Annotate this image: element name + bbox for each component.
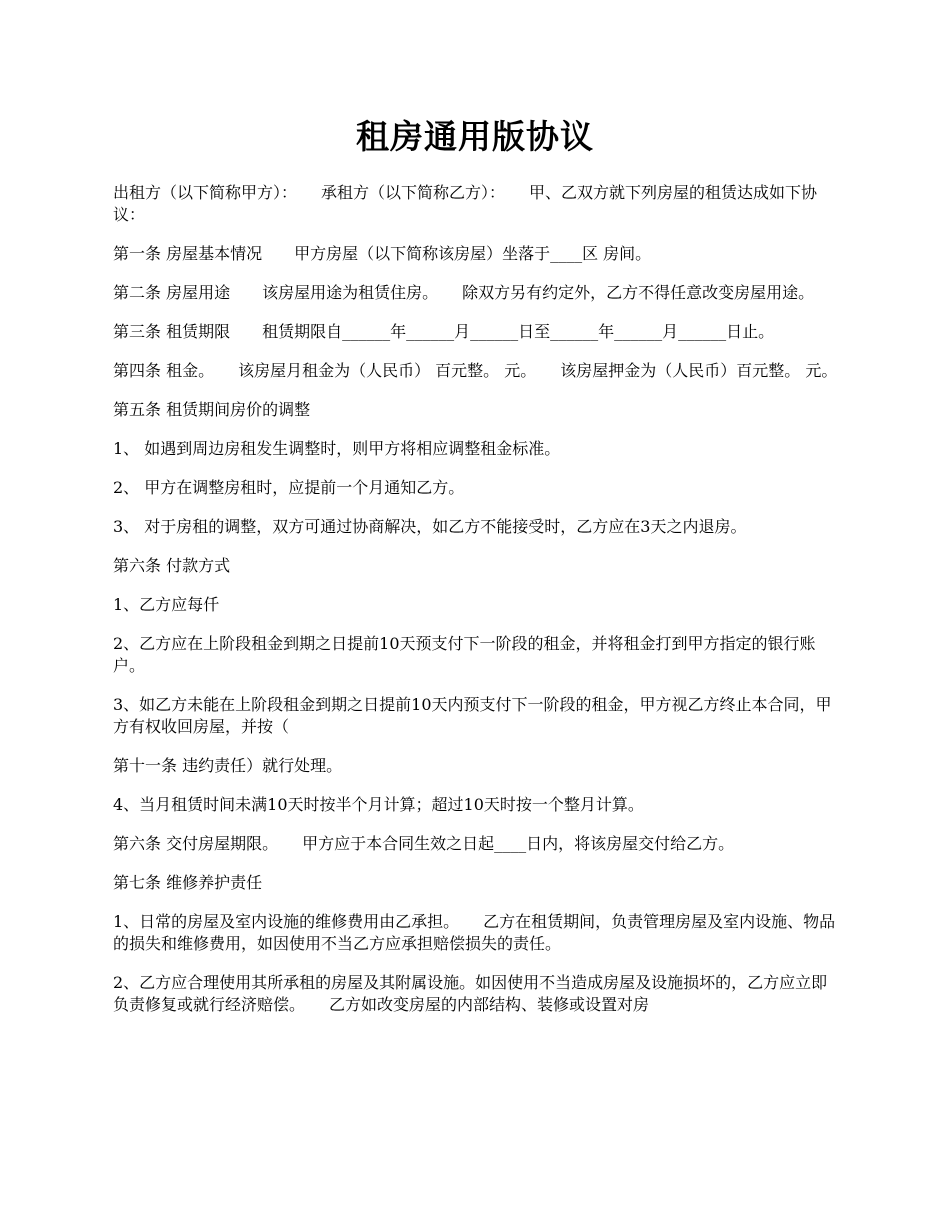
- paragraph-article-1: 第一条 房屋基本情况 甲方房屋（以下简称该房屋）坐落于____区 房间。: [113, 244, 652, 263]
- paragraph-article-5-item-1: 1、 如遇到周边房租发生调整时，则甲方将相应调整租金标准。: [113, 439, 561, 458]
- paragraph-article-3: 第三条 租赁期限 租赁期限自______年______月______日至______年______月______日止。: [113, 322, 775, 341]
- paragraph-article-7-heading: 第七条 维修养护责任: [113, 873, 263, 892]
- paragraph-article-6-item-4: 4、当月租赁时间未满10天时按半个月计算；超过10天时按一个整月计算。: [113, 795, 644, 814]
- document-title: 租房通用版协议: [356, 117, 594, 156]
- paragraph-article-11-ref: 第十一条 违约责任）就行处理。: [113, 756, 343, 775]
- paragraph-article-5-item-2: 2、 甲方在调整房租时，应提前一个月通知乙方。: [113, 478, 465, 497]
- paragraph-article-6-item-2: 2、乙方应在上阶段租金到期之日提前10天预支付下一阶段的租金，并将租金打到甲方指定的银行账户。: [113, 634, 816, 675]
- paragraph-article-6-item-1: 1、乙方应每仟: [113, 595, 220, 614]
- paragraph-article-5-heading: 第五条 租赁期间房价的调整: [113, 400, 311, 419]
- paragraph-article-7-item-2: 2、乙方应合理使用其所承租的房屋及其附属设施。如因使用不当造成房屋及设施损坏的，乙方应立即负责修复或就行经济赔偿。 乙方如改变房屋的内部结构、装修或设置对房: [113, 973, 828, 1014]
- paragraph-delivery-term: 第六条 交付房屋期限。 甲方应于本合同生效之日起____日内，将该房屋交付给乙方。: [113, 834, 735, 853]
- paragraph-article-5-item-3: 3、 对于房租的调整，双方可通过协商解决，如乙方不能接受时，乙方应在3天之内退房。: [113, 517, 747, 536]
- document-body: [113, 182, 843, 1033]
- paragraph-article-7-item-1: 1、日常的房屋及室内设施的维修费用由乙承担。 乙方在租赁期间，负责管理房屋及室内设施、物品的损失和维修费用，如因使用不当乙方应承担赔偿损失的责任。: [113, 912, 836, 953]
- paragraph-article-2: 第二条 房屋用途 该房屋用途为租赁住房。 除双方另有约定外，乙方不得任意改变房屋用途。: [113, 283, 815, 302]
- paragraph-article-6-item-3: 3、如乙方未能在上阶段租金到期之日提前10天内预支付下一阶段的租金，甲方视乙方终止本合同，甲方有权收回房屋，并按（: [113, 695, 832, 736]
- paragraph-parties: 出租方（以下简称甲方）： 承租方（以下简称乙方）： 甲、乙双方就下列房屋的租赁达成如下协议：: [113, 183, 818, 224]
- paragraph-article-4: 第四条 租金。 该房屋月租金为（人民币） 百元整。 元。 该房屋押金为（人民币）百元整。 元。: [113, 361, 838, 380]
- paragraph-article-6-heading: 第六条 付款方式: [113, 556, 231, 575]
